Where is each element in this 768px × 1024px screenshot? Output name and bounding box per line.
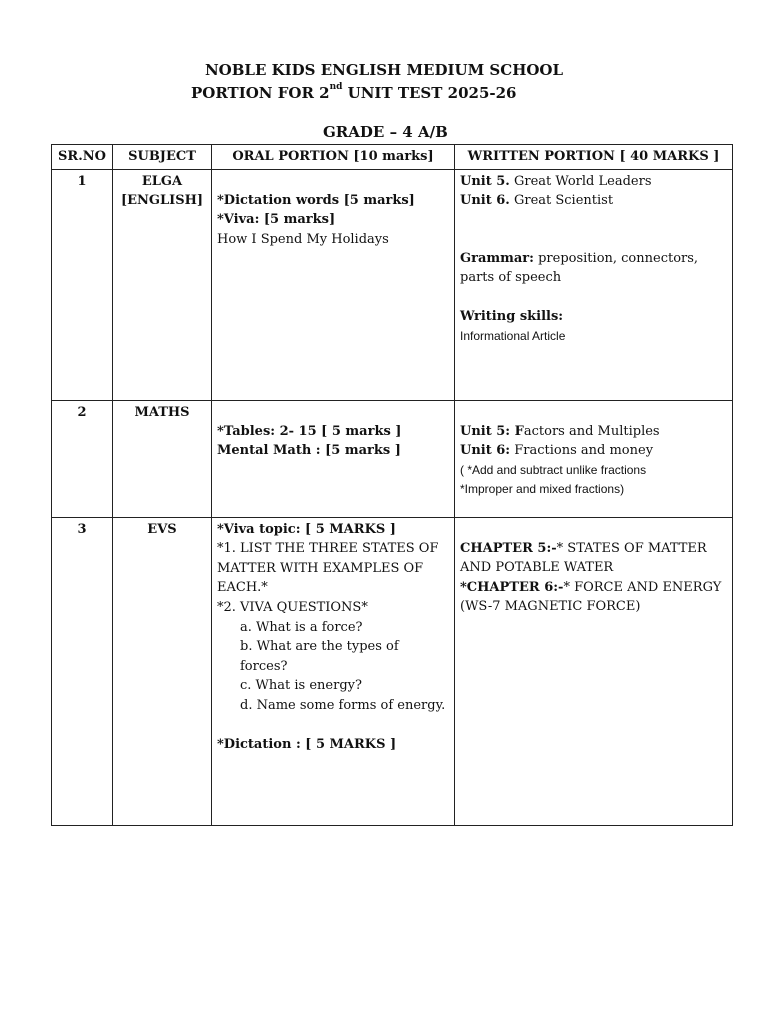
chapter-label: CHAPTER 5:-: [460, 540, 557, 556]
oral-tables: *Tables: 2- 15 [ 5 marks ]: [217, 423, 402, 439]
table-header-row: [52, 145, 733, 170]
table-row-evs: [52, 517, 733, 825]
header-oral-portion: ORAL PORTION [10 marks]: [212, 145, 455, 170]
viva-question-c: c. What is energy?: [240, 678, 362, 694]
portion-prefix: PORTION FOR 2: [191, 84, 330, 102]
written-portion-cell: [455, 400, 733, 517]
header-written-portion: WRITTEN PORTION [ 40 MARKS ]: [455, 145, 733, 170]
written-chapter-5: [460, 539, 727, 578]
viva-question-a: a. What is a force?: [240, 619, 363, 635]
subject-name: ELGA: [141, 173, 183, 189]
unit-label: Unit 6:: [460, 443, 511, 459]
grammar-label: Grammar:: [460, 250, 534, 266]
written-note-2: *Improper and mixed fractions): [460, 481, 625, 496]
sr-no-cell: 2: [52, 400, 113, 517]
oral-question-1: *1. LIST THE THREE STATES OF MATTER WITH EXAMPLES OF EACH.*: [217, 541, 439, 596]
table-row-maths: [52, 400, 733, 517]
subject-cell: [113, 169, 212, 400]
portion-suffix: UNIT TEST 2025-26: [342, 84, 517, 102]
unit-label: Unit 5: F: [460, 423, 524, 439]
oral-portion-cell: [212, 517, 455, 825]
oral-mental-math: Mental Math : [5 marks ]: [217, 443, 401, 459]
unit-text: actors and Multiples: [523, 423, 660, 439]
written-grammar: [460, 249, 727, 288]
subject-subname: [ENGLISH]: [120, 193, 204, 209]
viva-question-b: b. What are the types of forces?: [240, 639, 399, 674]
school-name: NOBLE KIDS ENGLISH MEDIUM SCHOOL: [204, 61, 564, 79]
oral-viva: *Viva: [5 marks]: [217, 212, 336, 228]
chapter-label: *CHAPTER 6:-: [460, 579, 564, 595]
written-unit-5: [460, 172, 727, 192]
written-unit-5: [460, 422, 727, 442]
grammar-text: preposition, connectors, parts of speech: [460, 250, 699, 286]
oral-viva-topic: *Viva topic: [ 5 MARKS ]: [217, 521, 396, 537]
oral-viva-topic: How I Spend My Holidays: [217, 231, 389, 247]
portion-title: [191, 84, 517, 102]
sr-no-cell: 3: [52, 517, 113, 825]
oral-dictation: *Dictation words [5 marks]: [217, 192, 415, 208]
table-row-elga: [52, 169, 733, 400]
writing-skills-label: Writing skills:: [460, 308, 564, 324]
written-unit-6: [460, 191, 727, 211]
oral-question-2: *2. VIVA QUESTIONS*: [217, 599, 368, 615]
grade-title: GRADE – 4 A/B: [323, 123, 448, 141]
written-note-1: ( *Add and subtract unlike fractions: [460, 462, 647, 477]
sr-no-cell: 1: [52, 169, 113, 400]
header-sr-no: SR.NO: [52, 145, 113, 170]
subject-cell: EVS: [113, 517, 212, 825]
unit-text: Fractions and money: [510, 443, 654, 459]
written-portion-cell: [455, 169, 733, 400]
chapter-text: * FORCE AND ENERGY (WS-7 MAGNETIC FORCE): [460, 579, 722, 615]
written-unit-6: [460, 441, 727, 461]
oral-portion-cell: [212, 169, 455, 400]
unit-label: Unit 6.: [460, 193, 510, 209]
writing-skills-text: Informational Article: [460, 328, 566, 343]
chapter-text: * STATES OF MATTER AND POTABLE WATER: [460, 540, 707, 576]
viva-question-d: d. Name some forms of energy.: [240, 697, 446, 713]
unit-text: Great Scientist: [509, 193, 614, 209]
subject-cell: MATHS: [113, 400, 212, 517]
written-chapter-6: [460, 578, 727, 617]
written-portion-cell: [455, 517, 733, 825]
oral-dictation: *Dictation : [ 5 MARKS ]: [217, 736, 397, 752]
oral-portion-cell: [212, 400, 455, 517]
header-subject: SUBJECT: [113, 145, 212, 170]
unit-label: Unit 5.: [460, 173, 510, 189]
portion-ordinal: nd: [329, 82, 343, 92]
portion-table: [51, 144, 733, 826]
unit-text: Great World Leaders: [509, 173, 652, 189]
